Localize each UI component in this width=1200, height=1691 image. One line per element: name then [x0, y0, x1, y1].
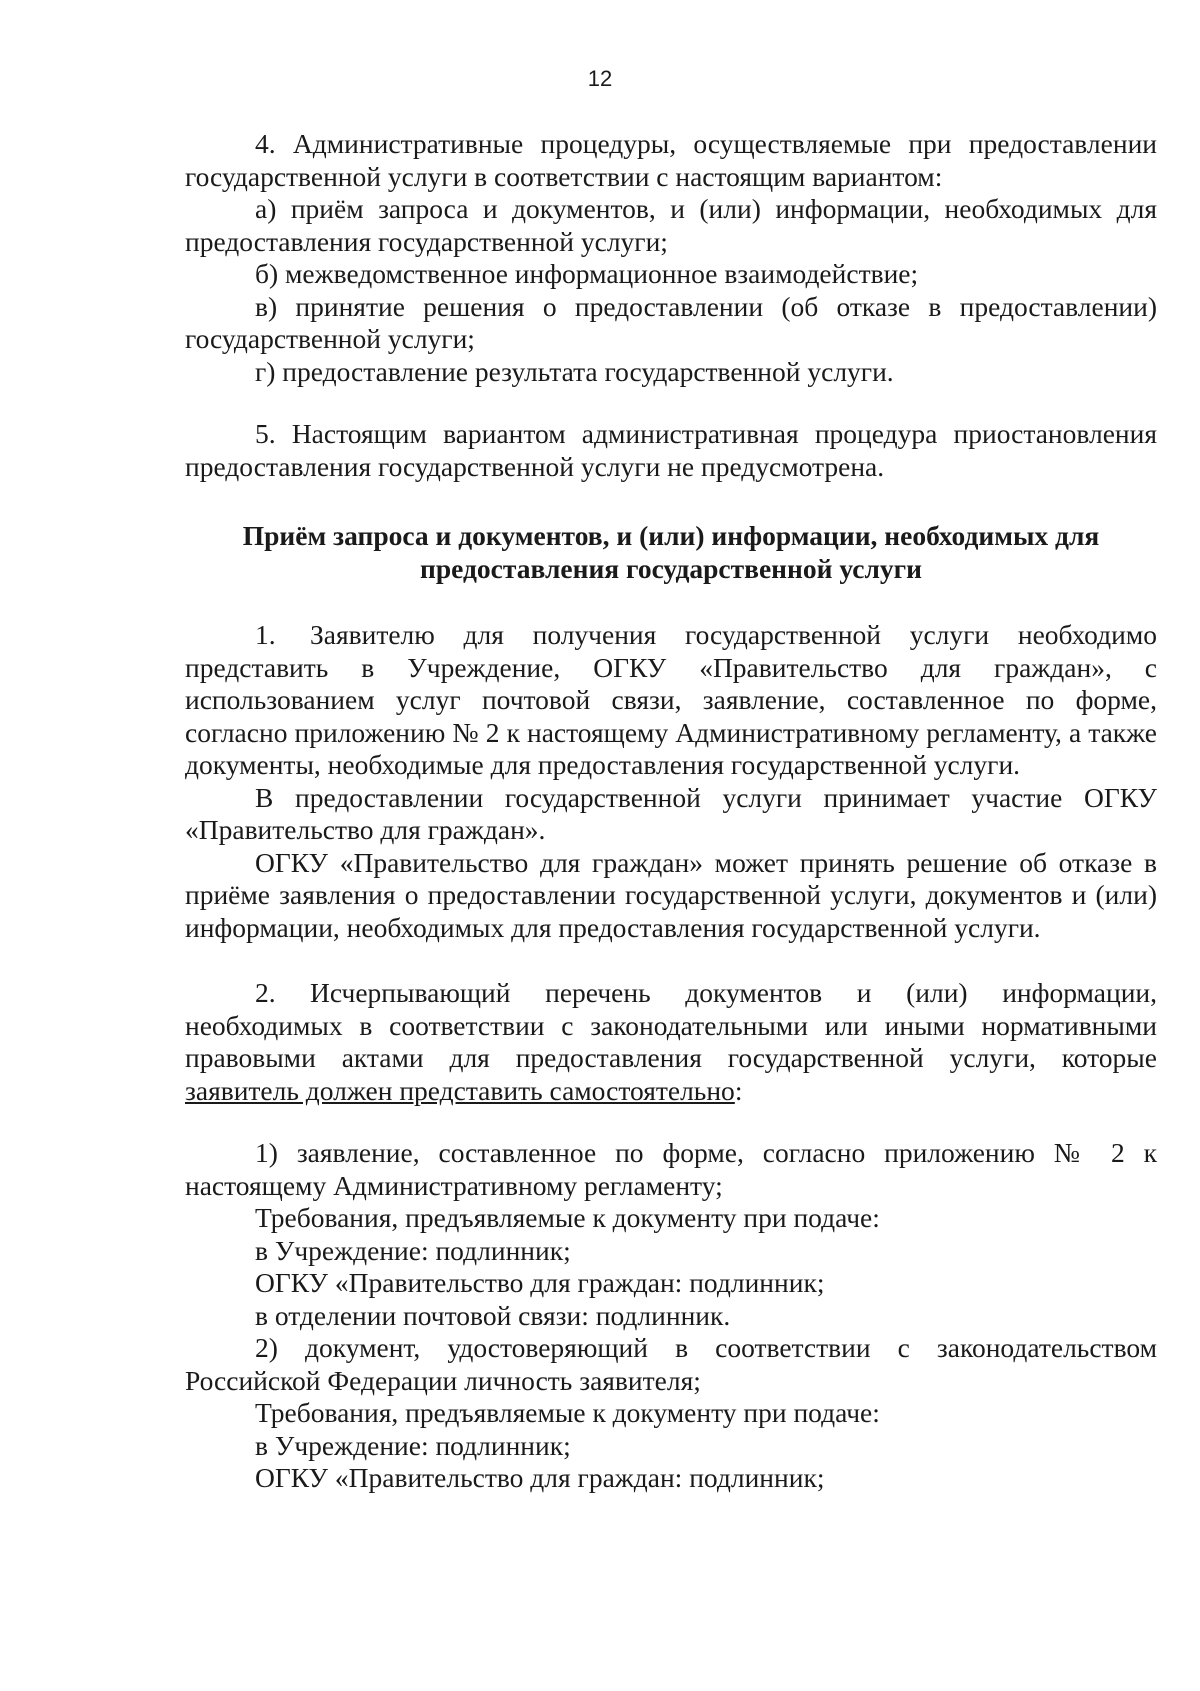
section-heading — [185, 519, 1157, 585]
document-2-requirements-label: Требования, предъявляемые к документу при подаче: — [255, 1397, 880, 1428]
point-1-body: Заявителю для получения государственной услуги необходимо представить в Учреждение, ОГКУ «Правительство для граждан», с использованием услуг почтовой связи, заявление, составленное по форме, согласно приложению № 2 к настоящему Административному регламенту, а также документы, необходимые для предоставления государственной услуги. — [185, 619, 1157, 780]
document-body — [185, 128, 1157, 1495]
point-2-body: Исчерпывающий перечень документов и (или) информации, необходимых в соответствии с законодательными или иными нормативными правовыми актами для предоставления государственной услуги, которые — [185, 977, 1157, 1073]
point-2-number: 2. — [255, 977, 276, 1008]
section-4-item-b: б) межведомственное информационное взаимодействие; — [255, 258, 919, 289]
document-1-requirement-3: в отделении почтовой связи: подлинник. — [255, 1299, 731, 1331]
document-1-requirement-1: в Учреждение: подлинник; — [255, 1234, 571, 1266]
section-heading-line-1: Приём запроса и документов, и (или) информации, необходимых для — [242, 520, 1100, 551]
document-1-requirements-label: Требования, предъявляемые к документу при подаче: — [255, 1202, 880, 1233]
section-4-item-v: в) принятие решения о предоставлении (об отказе в предоставлении) государственной услуги; — [185, 290, 1157, 354]
point-2-text — [185, 977, 1157, 1107]
document-2-title: 2) документ, удостоверяющий в соответствии с законодательством Российской Федерации личность заявителя; — [185, 1332, 1157, 1396]
point-2-underlined: заявитель должен представить самостоятельно — [185, 1074, 735, 1106]
document-2-requirement-1: в Учреждение: подлинник; — [255, 1429, 571, 1461]
document-2-requirement-2: ОГКУ «Правительство для граждан: подлинник; — [255, 1462, 825, 1493]
section-4-item-g: г) предоставление результата государственной услуги. — [255, 355, 894, 387]
section-5-text: 5. Настоящим вариантом административная процедура приостановления предоставления государственной услуги не предусмотрена. — [185, 418, 1157, 482]
point-2-colon: : — [734, 1074, 743, 1106]
page-number: 12 — [587, 66, 613, 91]
point-1-number: 1. — [255, 619, 276, 650]
section-heading-line-2: предоставления государственной услуги — [420, 553, 922, 584]
point-1-refusal: ОГКУ «Правительство для граждан» может принять решение об отказе в приёме заявления о предоставлении государственной услуги, документов и (или) информации, необходимых для предоставления государственной услуги. — [185, 846, 1157, 943]
section-4-intro: 4. Административные процедуры, осуществляемые при предоставлении государственной услуги в соответствии с настоящим вариантом: — [185, 128, 1157, 192]
point-1-text — [185, 619, 1157, 782]
section-4-item-a: а) приём запроса и документов, и (или) информации, необходимых для предоставления государственной услуги; — [185, 193, 1157, 257]
point-1-participation: В предоставлении государственной услуги принимает участие ОГКУ «Правительство для граждан». — [185, 781, 1157, 845]
document-1-title: 1) заявление, составленное по форме, согласно приложению № 2 к настоящему Административному регламенту; — [185, 1137, 1157, 1201]
document-1-requirement-2: ОГКУ «Правительство для граждан: подлинник; — [255, 1267, 825, 1298]
